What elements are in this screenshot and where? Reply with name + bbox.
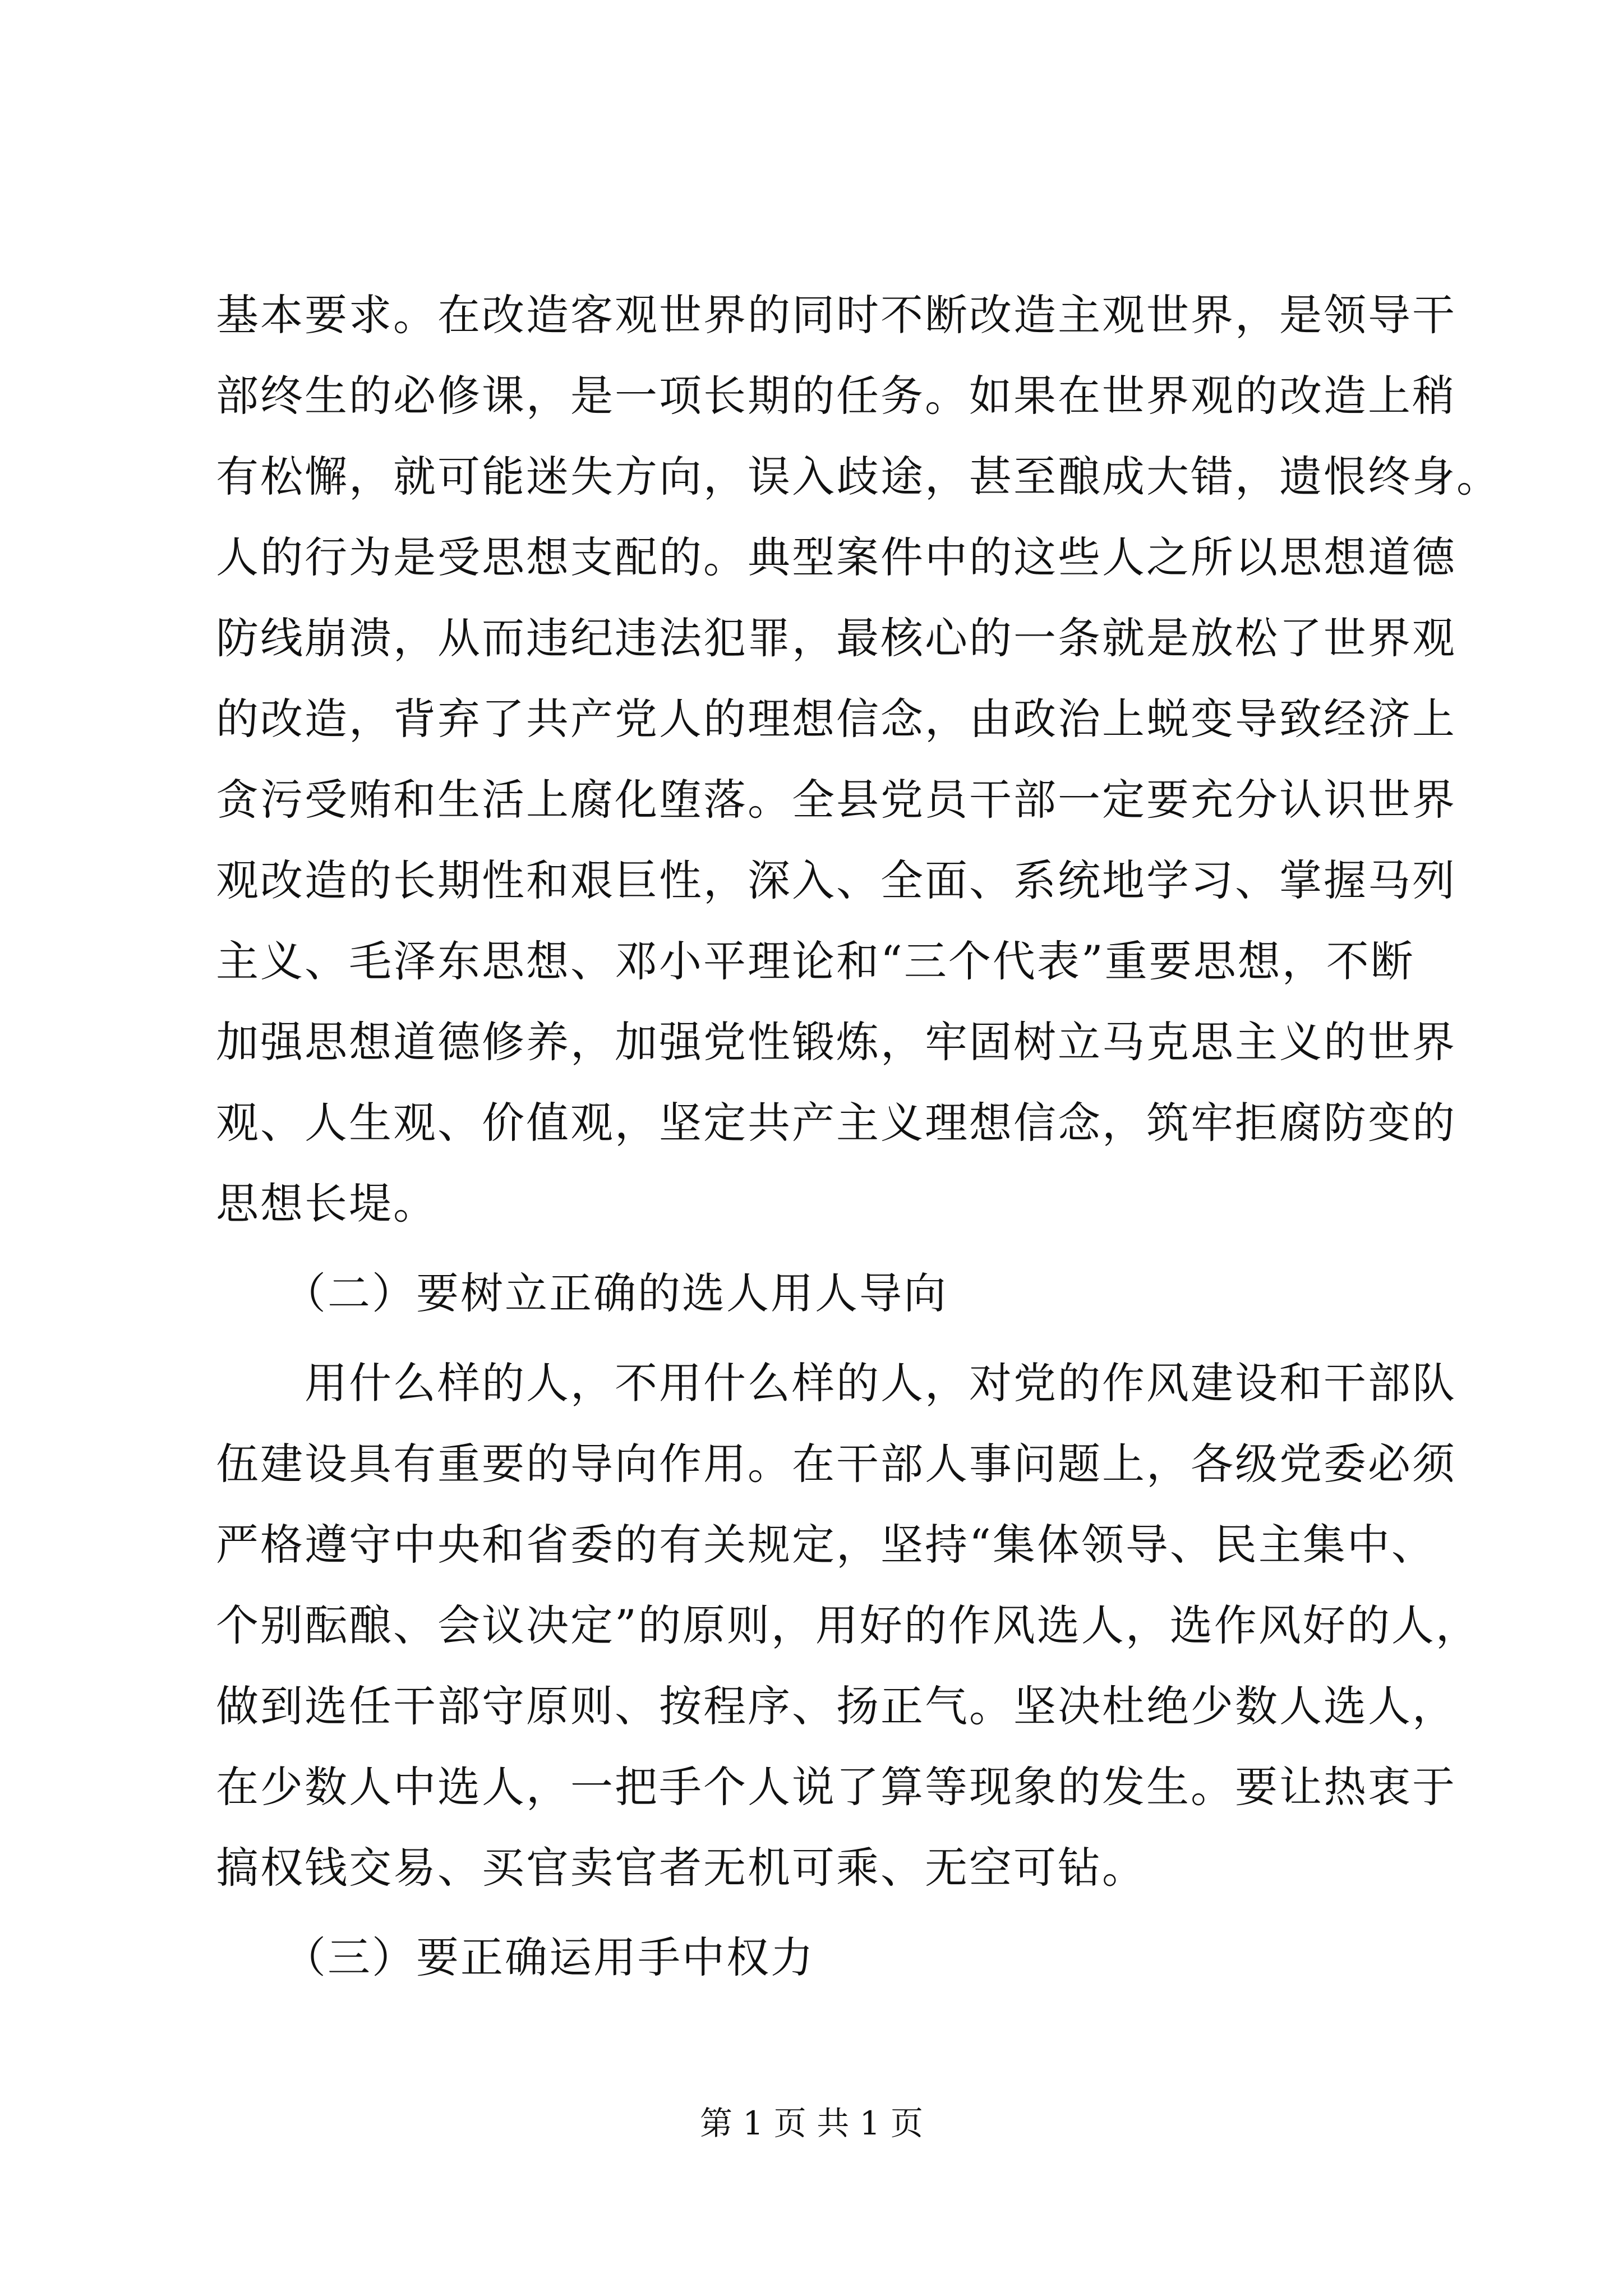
text-line: 伍建设具有重要的导向作用。在干部人事问题上，各级党委必须	[216, 1439, 1456, 1489]
text-line: 观改造的长期性和艰巨性，深入、全面、系统地学习、掌握马列	[216, 855, 1456, 905]
text-line: 基本要求。在改造客观世界的同时不断改造主观世界，是领导干	[216, 290, 1456, 340]
text-line: 有松懈，就可能迷失方向，误入歧途，甚至酿成大错，遗恨终身。	[216, 452, 1501, 501]
text-line: 部终生的必修课，是一项长期的任务。如果在世界观的改造上稍	[216, 371, 1456, 421]
text-line: 搞权钱交易、买官卖官者无机可乘、无空可钻。	[216, 1843, 1146, 1893]
text-line: 严格遵守中央和省委的有关规定，坚持“集体领导、民主集中、	[216, 1520, 1436, 1570]
text-line: 观、人生观、价值观，坚定共产主义理想信念，筑牢拒腐防变的	[216, 1098, 1456, 1148]
text-line: 个别酝酿、会议决定”的原则，用好的作风选人，选作风好的人，	[216, 1600, 1480, 1650]
section-heading: （三）要正确运用手中权力	[216, 1932, 815, 1982]
text-line: 防线崩溃，从而违纪违法犯罪，最核心的一条就是放松了世界观	[216, 613, 1456, 663]
text-line: 做到选任干部守原则、按程序、扬正气。坚决杜绝少数人选人，	[216, 1681, 1456, 1731]
text-line: 加强思想道德修养，加强党性锻炼，牢固树立马克思主义的世界	[216, 1017, 1456, 1067]
text-line: 用什么样的人，不用什么样的人，对党的作风建设和干部队	[216, 1358, 1456, 1408]
text-line: 人的行为是受思想支配的。典型案件中的这些人之所以思想道德	[216, 532, 1456, 582]
text-line: 主义、毛泽东思想、邓小平理论和“三个代表”重要思想，不断	[216, 936, 1415, 986]
page-number-footer: 第 1 页 共 1 页	[700, 2104, 923, 2142]
text-line: 在少数人中选人，一把手个人说了算等现象的发生。要让热衷于	[216, 1762, 1456, 1812]
document-body	[216, 275, 1501, 1998]
text-line: 贪污受贿和生活上腐化堕落。全县党员干部一定要充分认识世界	[216, 775, 1456, 825]
text-line: 思想长堤。	[216, 1179, 437, 1228]
text-line: 的改造，背弃了共产党人的理想信念，由政治上蜕变导致经济上	[216, 694, 1456, 744]
section-heading: （二）要树立正确的选人用人导向	[216, 1268, 948, 1318]
